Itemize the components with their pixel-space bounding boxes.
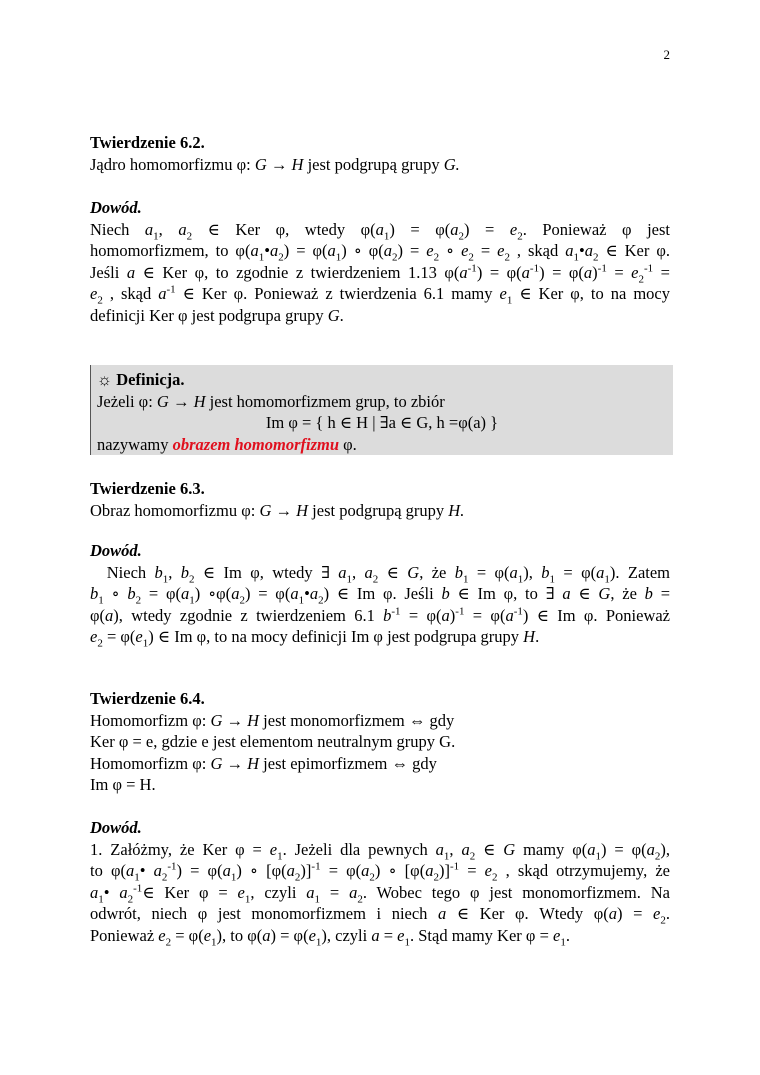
- proof-label: Dowód.: [90, 198, 142, 217]
- proof-6-3: [90, 540, 670, 648]
- proof-line: odwrót, niech φ jest monomorfizmem i niech a ∈ Ker φ. Wtedy $\varphi(a) = e_2$.: [90, 904, 670, 927]
- theorem-6-4-title: Twierdzenie 6.4.: [90, 689, 205, 708]
- highlighted-term: obrazem homomorfizmu: [172, 434, 340, 454]
- proof-line: homomorfizmem, to $\varphi(a_1•a_2) = \varphi(a_1)$ ∘ $\varphi(a_2) = e_2$ ∘ $e_2 = e_2$ , skąd $a_1•a_2$ ∈ Ker φ.: [90, 241, 670, 264]
- proof-6-4: [90, 817, 670, 947]
- theorem-6-4-line-2: Ker φ = e, gdzie e jest elementom neutralnym grupy G.: [90, 732, 456, 752]
- proof-line: Niech $b_1$, $b_2$ ∈ Im φ, wtedy ∃ $a_1$, $a_2$ ∈ G, że $b_1 = \varphi(a_1)$, $b_1 = \varphi(a_1)$. Zatem: [90, 562, 671, 585]
- proof-line: definicji Ker φ jest podgrupa grupy G.: [90, 305, 344, 325]
- page-number: 2: [663, 47, 670, 62]
- proof-line: Ponieważ $e_2 = \varphi(e_1)$, to $\varphi(a) = \varphi(e_1)$, czyli $a = e_1$. Stąd mamy Ker $\varphi = e_1$.: [90, 925, 570, 949]
- theorem-6-2-title: Twierdzenie 6.2.: [90, 133, 205, 152]
- theorem-6-4: [90, 688, 670, 796]
- proof-line: $e_2 = \varphi(e_1)$ ∈ Im φ, to na mocy definicji Im φ jest podgrupa grupy H.: [90, 627, 540, 650]
- proof-line: to $\varphi(a_1•$ $a_2^{-1}) = \varphi(a_1)$ ∘ $[\varphi(a_2)]^{-1} = \varphi(a_2)$ ∘ $[\varphi(a_2)]^{-1} = e_2$ , skąd otrzymujemy, że: [90, 860, 670, 884]
- theorem-6-2: [90, 132, 670, 175]
- proof-label: Dowód.: [90, 541, 142, 560]
- proof-line: Jeśli a ∈ Ker φ, to zgodnie z twierdzeniem 1.13 $\varphi(a^{-1}) = \varphi(a^{-1}) = \varphi(a)^{-1} = e_2^{-1}$ =: [90, 262, 670, 286]
- proof-6-2: [90, 197, 670, 327]
- theorem-6-4-line-3: Homomorfizm φ: G → H jest epimorfizmem ⇔ gdy: [90, 753, 437, 773]
- proof-line: $b_1$ ∘ $b_2 = \varphi(a_1)$ $\circ\varphi(a_2)$ = $\varphi(a_1•a_2)$ ∈ Im φ. Jeśli b ∈ Im φ, to ∃ a ∈ G, że b =: [90, 584, 671, 607]
- definition-line-1: Jeżeli φ: G → H jest homomorfizmem grup, to zbiór: [97, 391, 445, 411]
- definition-formula: Im φ = { h ∈ H | ∃a ∈ G, h =φ(a) }: [265, 413, 499, 433]
- definition-box: [90, 365, 673, 455]
- theorem-6-3-title: Twierdzenie 6.3.: [90, 479, 205, 498]
- proof-line: $a_1•$ $a_2^{-1}\in$ Ker $\varphi = e_1$, czyli $a_1 = a_2$. Wobec tego φ jest monomorfizmem. Na: [90, 882, 670, 906]
- theorem-6-2-statement: Jądro homomorfizmu φ: G → H jest podgrupą grupy G.: [90, 154, 460, 174]
- proof-line: Niech $a_1$, $a_2$ ∈ Ker φ, wtedy $\varphi(a_1) = \varphi(a_2) = e_2$. Ponieważ φ jest: [90, 219, 670, 242]
- proof-line: 1. Załóżmy, że Ker $\varphi = e_1$. Jeżeli dla pewnych $a_1$, $a_2$ ∈ G mamy $\varphi(a_1) = \varphi(a_2)$,: [90, 839, 671, 862]
- definition-title: ☼ Definicja.: [97, 370, 185, 389]
- definition-line-3: nazywamy obrazem homomorfizmu φ.: [97, 434, 357, 454]
- theorem-6-3-statement: Obraz homomorfizmu φ: G → H jest podgrupą grupy H.: [90, 500, 465, 520]
- theorem-6-4-line-1: Homomorfizm φ: G → H jest monomorfizmem ⇔ gdy: [90, 710, 455, 730]
- sun-icon: ☼: [97, 370, 113, 389]
- theorem-6-3: [90, 478, 670, 521]
- proof-label: Dowód.: [90, 818, 142, 837]
- proof-line: φ(a), wtedy zgodnie z twierdzeniem 6.1 $b^{-1} = \varphi(a)^{-1} = \varphi(a^{-1})$ ∈ Im φ. Ponieważ: [90, 605, 671, 625]
- theorem-6-4-line-4: Im φ = H.: [90, 775, 156, 795]
- proof-line: $e_2$ , skąd $a^{-1}$ ∈ Ker φ. Ponieważ z twierdzenia 6.1 mamy $e_1$ ∈ Ker φ, to na mocy: [90, 283, 670, 307]
